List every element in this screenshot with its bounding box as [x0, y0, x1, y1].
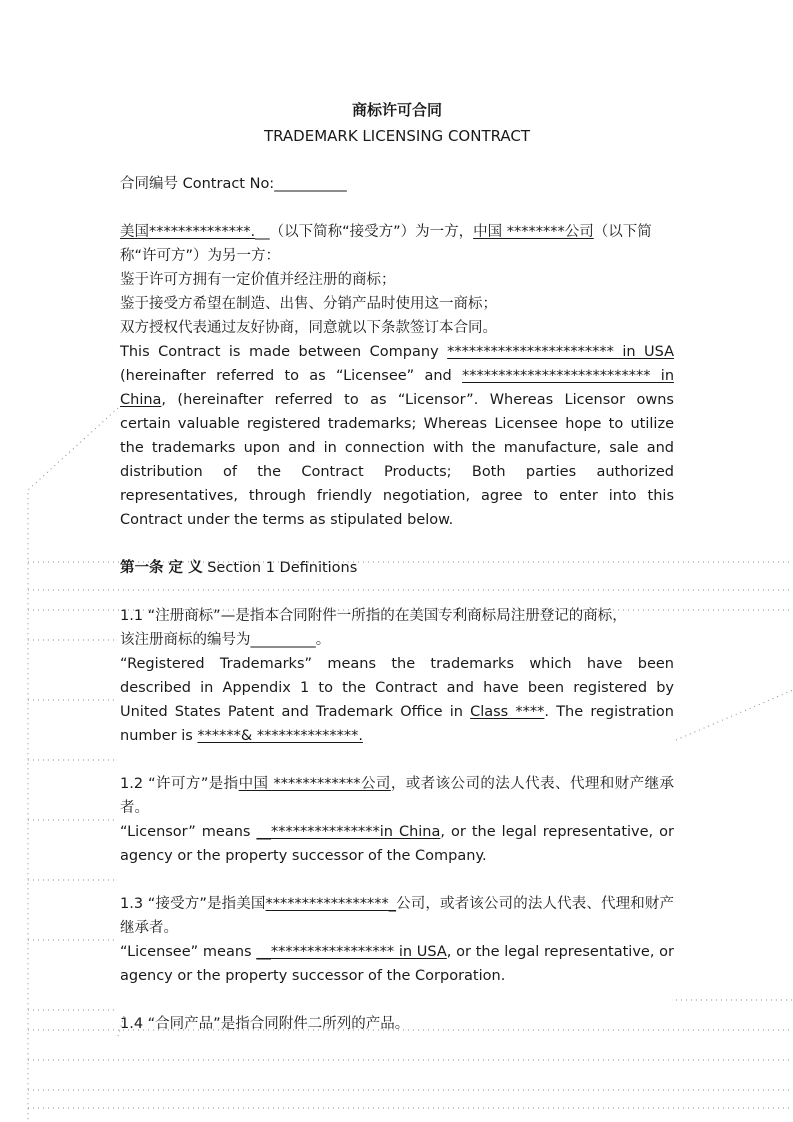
clause-1-1-cn-line-1: 1.1 “注册商标”—是指本合同附件一所指的在美国专利商标局注册登记的商标，	[120, 608, 627, 624]
clause-1-3-cn-post: 公司，或者该公司的法人代表、代理和财产继承者。	[120, 896, 675, 936]
preamble-en-rest: , (hereinafter referred to as “Licensor”. Whereas Licensor owns certain valuable registered trademarks; Whereas Licensee hope to utilize the trademarks upon and in connection with the manufacture, sale and distribution of the Contract Products; Both parties authorized representatives, through friendly negotiation, agree to enter into this Contract under the terms as stipulated below.	[120, 392, 674, 528]
preamble-cn-post: （以下简	[593, 224, 652, 240]
clause-1-2-cn-licensor: 中国 ************公司	[238, 776, 391, 792]
preamble-cn-line-2: 称“许可方”）为另一方：	[120, 248, 281, 264]
clause-1-2-en-post: , or the legal representative, or agency or the property successor of the Company.	[120, 824, 674, 864]
preamble-en-licensor: ************************** in China	[120, 368, 675, 408]
preamble-cn-mid: （以下简称“接受方”）为一方，	[269, 224, 474, 240]
clause-1-2-cn-post: ，或者该公司的法人代表、代理和财产继承者。	[120, 776, 675, 816]
clause-1-2-cn-pre: 1.2 “许可方”是指	[120, 776, 239, 792]
clause-1-3-cn-licensee: *****************_	[265, 896, 397, 912]
preamble-cn-licensee-name: **************.	[149, 224, 256, 240]
clause-1-3-en-post: , or the legal representative, or agency or the property successor of the Corporation.	[120, 944, 675, 984]
clause-1-1-en-class: Class ****	[470, 704, 545, 720]
preamble-cn-line-4: 鉴于接受方希望在制造、出售、分销产品时使用这一商标；	[120, 296, 497, 312]
title-chinese: 商标许可合同	[351, 101, 442, 119]
contract-number: 合同编号 Contract No:__________	[120, 176, 347, 192]
clause-1-1-english	[120, 652, 674, 748]
clause-1-3-en-licensee: __***************** in USA	[256, 944, 447, 960]
clause-1-2-en-licensor: __***************in China	[256, 824, 441, 840]
preamble-cn-line-3: 鉴于许可方拥有一定价值并经注册的商标；	[120, 272, 396, 288]
preamble-cn-blank: __	[255, 224, 270, 240]
clause-1-1-cn-pre: 该注册商标的编号为	[120, 632, 251, 648]
preamble-en-pre: This Contract is made between Company	[120, 344, 448, 360]
preamble-cn-line-1	[120, 220, 674, 244]
preamble-cn-line-5: 双方授权代表通过友好协商，同意就以下条款签订本合同。	[120, 320, 497, 336]
clause-1-1-en-registration-number: ******& **************.	[197, 728, 363, 744]
preamble-cn-country-usa: 美国	[120, 224, 149, 240]
clause-1-4-chinese: 1.4 “合同产品”是指合同附件二所列的产品。	[120, 1016, 410, 1032]
clause-1-1-cn-post: 。	[315, 632, 331, 648]
preamble-english	[120, 340, 674, 532]
clause-1-3-english	[120, 940, 674, 988]
title-english: TRADEMARK LICENSING CONTRACT	[263, 127, 531, 145]
preamble-en-mid: (hereinafter referred to as “Licensee” and	[120, 368, 463, 384]
clause-1-3-en-pre: “Licensee” means	[120, 944, 257, 960]
clause-1-2-english	[120, 820, 674, 868]
clause-1-3-chinese	[120, 892, 674, 940]
clause-1-2-en-pre: “Licensor” means	[120, 824, 257, 840]
clause-1-1-cn-line-2	[120, 628, 674, 652]
section-1-heading-cn: 第一条 定 义	[120, 560, 203, 576]
preamble-cn-licensor-name: 中国 ********公司	[473, 224, 594, 240]
document-page	[120, 98, 674, 1036]
section-1-heading-en: Section 1 Definitions	[202, 560, 358, 576]
clause-1-3-cn-pre: 1.3 “接受方”是指美国	[120, 896, 266, 912]
section-1-heading	[120, 556, 674, 580]
clause-1-1-en-mid: . The registration number is	[120, 704, 674, 744]
clause-1-1-cn-blank: _________	[250, 632, 316, 648]
preamble-en-licensee: *********************** in USA	[447, 344, 675, 360]
clause-1-1-en-pre: “Registered Trademarks” means the trademarks which have been described in Appendix 1 to the Contract and have been registered by United States Patent and Trademark Office in	[120, 656, 674, 720]
clause-1-2-chinese	[120, 772, 674, 820]
